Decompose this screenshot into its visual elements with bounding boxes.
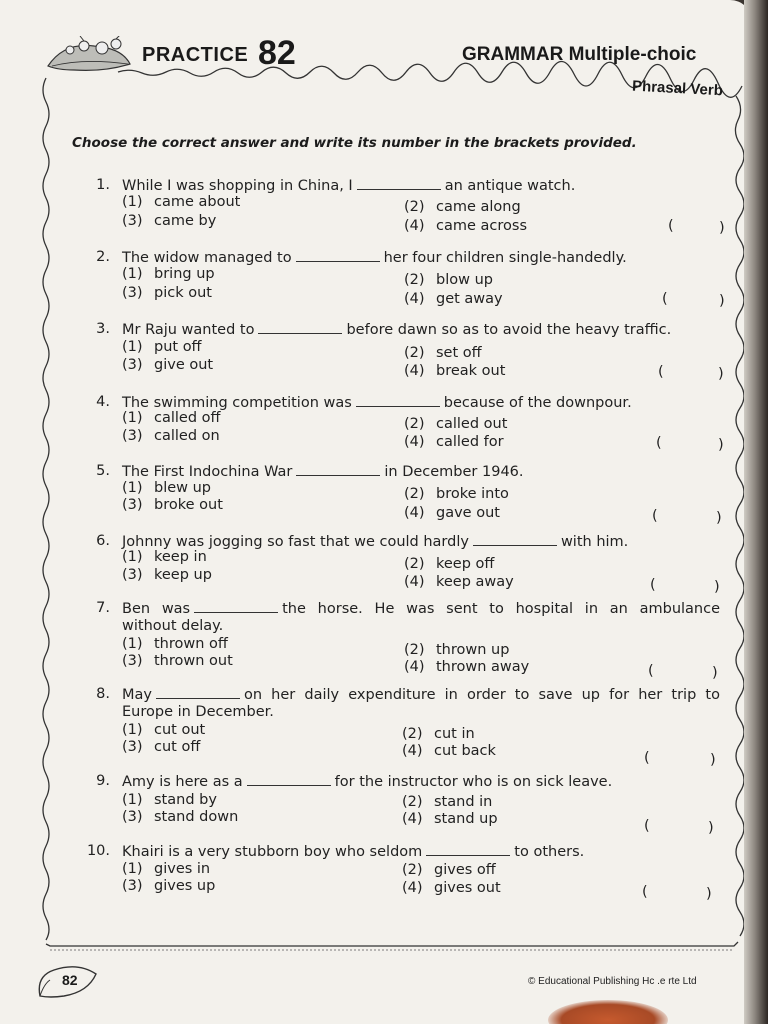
option-text: blew up: [154, 480, 212, 496]
option-number: (1): [122, 480, 143, 496]
answer-bracket-open[interactable]: (: [644, 818, 650, 834]
option-text: thrown away: [436, 659, 530, 675]
ant-leaf-logo-icon: [44, 36, 134, 76]
option-text: get away: [436, 291, 503, 307]
question-stem: [122, 463, 722, 481]
option-text: broke into: [436, 486, 509, 502]
option-number: (4): [404, 574, 425, 590]
option-text: gave out: [436, 505, 500, 521]
option-number: (3): [122, 878, 143, 894]
answer-bracket-close[interactable]: ): [706, 886, 712, 902]
option-number: (2): [404, 199, 425, 215]
option-number: (2): [404, 272, 425, 288]
option-number: (3): [122, 357, 143, 373]
answer-blank[interactable]: [247, 773, 331, 786]
option-number: (3): [122, 739, 143, 755]
question-text-after: on her daily expenditure in order to save up for her trip to: [243, 687, 720, 703]
answer-bracket-open[interactable]: (: [650, 577, 656, 593]
answer-bracket-close[interactable]: ): [718, 437, 724, 453]
answer-option: [404, 556, 494, 572]
option-number: (4): [404, 218, 425, 234]
option-number: (2): [404, 556, 425, 572]
answer-option: [122, 653, 233, 669]
option-number: (1): [122, 861, 143, 877]
option-number: (4): [402, 743, 423, 759]
page-number: 82: [62, 972, 78, 988]
question-text-before: The First Indochina War: [122, 464, 293, 480]
option-number: (1): [122, 636, 143, 652]
question-text-before: The widow managed to: [122, 250, 292, 266]
question-number: 8.: [96, 686, 110, 702]
practice-label: PRACTICE: [142, 44, 249, 66]
answer-option: [404, 574, 514, 590]
option-number: (4): [404, 505, 425, 521]
option-number: (4): [404, 363, 425, 379]
question-text-before: Amy is here as a: [122, 774, 243, 790]
answer-bracket-close[interactable]: ): [714, 579, 720, 595]
option-text: broke out: [154, 497, 223, 513]
answer-bracket-open[interactable]: (: [656, 435, 662, 451]
question-number: 1.: [96, 177, 110, 193]
option-text: called off: [154, 410, 221, 426]
question-number: 5.: [96, 463, 110, 479]
answer-bracket-close[interactable]: ): [712, 665, 718, 681]
question-stem: [122, 773, 722, 791]
answer-option: [122, 428, 220, 444]
question-number: 10.: [86, 843, 110, 859]
answer-bracket-close[interactable]: ): [716, 510, 722, 526]
answer-option: [122, 497, 223, 513]
answer-bracket-open[interactable]: (: [648, 663, 654, 679]
option-text: gives out: [434, 880, 501, 896]
option-number: (4): [404, 291, 425, 307]
answer-option: [402, 811, 498, 827]
question-stem: [122, 533, 722, 551]
answer-bracket-close[interactable]: ): [719, 293, 725, 309]
option-text: keep off: [436, 556, 495, 572]
answer-option: [122, 792, 217, 808]
answer-option: [402, 880, 501, 896]
option-number: (4): [402, 880, 423, 896]
answer-bracket-close[interactable]: ): [708, 820, 714, 836]
answer-option: [404, 291, 503, 307]
answer-option: [122, 266, 215, 282]
answer-blank[interactable]: [258, 321, 342, 334]
option-number: (2): [404, 486, 425, 502]
option-text: thrown up: [436, 642, 510, 658]
question-stem: [122, 321, 722, 339]
answer-option: [122, 567, 212, 583]
option-number: (3): [122, 285, 143, 301]
option-number: (1): [122, 339, 143, 355]
answer-option: [404, 434, 504, 450]
answer-option: [402, 743, 496, 759]
answer-option: [404, 363, 505, 379]
option-text: stand down: [154, 809, 239, 825]
option-number: (2): [404, 416, 425, 432]
answer-blank[interactable]: [426, 843, 510, 856]
question-text-before: Ben was: [122, 601, 191, 617]
answer-option: [402, 794, 492, 810]
question-text-before: Khairi is a very stubborn boy who seldom: [122, 844, 423, 860]
option-number: (1): [122, 194, 143, 210]
answer-bracket-open[interactable]: (: [642, 884, 648, 900]
question-number: 3.: [96, 321, 110, 337]
answer-option: [122, 722, 205, 738]
answer-blank[interactable]: [357, 177, 441, 190]
answer-option: [402, 862, 496, 878]
answer-blank[interactable]: [194, 600, 278, 613]
answer-option: [122, 339, 202, 355]
option-text: cut back: [434, 743, 496, 759]
option-number: (1): [122, 410, 143, 426]
option-number: (4): [404, 659, 425, 675]
answer-option: [122, 861, 210, 877]
instructions: Choose the correct answer and write its number in the brackets provided.: [72, 135, 637, 151]
answer-option: [404, 642, 509, 658]
question-text-before: Mr Raju wanted to: [122, 322, 255, 338]
option-number: (3): [122, 653, 143, 669]
answer-bracket-close[interactable]: ): [718, 366, 724, 382]
option-text: thrown out: [154, 653, 233, 669]
answer-blank[interactable]: [473, 533, 557, 546]
option-text: keep up: [154, 567, 212, 583]
answer-bracket-open[interactable]: (: [662, 291, 668, 307]
section-title: GRAMMAR Multiple-choic: [462, 44, 697, 65]
answer-option: [122, 636, 228, 652]
option-text: called on: [154, 428, 220, 444]
answer-blank[interactable]: [156, 686, 240, 699]
option-text: called for: [436, 434, 504, 450]
answer-option: [404, 199, 521, 215]
question-text-before: The swimming competition was: [122, 395, 352, 411]
option-text: gives up: [154, 878, 216, 894]
answer-bracket-close[interactable]: ): [719, 220, 725, 236]
option-text: cut off: [154, 739, 201, 755]
option-text: cut in: [434, 726, 475, 742]
question-stem: [122, 600, 722, 635]
option-number: (3): [122, 428, 143, 444]
answer-bracket-close[interactable]: ): [710, 752, 716, 768]
question-text-after: for the instructor who is on sick leave.: [334, 774, 613, 790]
option-number: (2): [404, 345, 425, 361]
option-text: break out: [436, 363, 506, 379]
option-number: (1): [122, 549, 143, 565]
option-number: (1): [122, 266, 143, 282]
option-text: blow up: [436, 272, 493, 288]
answer-option: [122, 739, 200, 755]
answer-option: [122, 809, 238, 825]
question-number: 7.: [96, 600, 110, 616]
answer-option: [122, 213, 216, 229]
option-number: (3): [122, 213, 143, 229]
question-text-after: to others.: [514, 844, 585, 860]
answer-bracket-open[interactable]: (: [652, 508, 658, 524]
question-number: 6.: [96, 533, 110, 549]
answer-blank[interactable]: [296, 249, 380, 262]
option-text: stand in: [434, 794, 493, 810]
answer-option: [404, 345, 482, 361]
question-number: 2.: [96, 249, 110, 265]
question-stem: [122, 686, 722, 721]
option-number: (4): [402, 811, 423, 827]
option-text: cut out: [154, 722, 206, 738]
answer-option: [122, 357, 213, 373]
option-text: gives in: [154, 861, 211, 877]
option-number: (2): [402, 726, 423, 742]
answer-option: [122, 285, 212, 301]
question-text-before: Johnny was jogging so fast that we could hardly: [122, 534, 469, 550]
question-text-before: May: [122, 687, 152, 703]
answer-option: [122, 549, 207, 565]
option-number: (2): [402, 794, 423, 810]
option-text: set off: [436, 345, 482, 361]
option-number: (2): [404, 642, 425, 658]
option-text: bring up: [154, 266, 215, 282]
answer-option: [404, 218, 527, 234]
answer-option: [404, 272, 493, 288]
question-text-after: before dawn so as to avoid the heavy traffic.: [346, 322, 672, 338]
option-text: pick out: [154, 285, 212, 301]
question-number: 9.: [96, 773, 110, 789]
option-number: (3): [122, 567, 143, 583]
question-stem: [122, 843, 722, 861]
answer-option: [404, 416, 507, 432]
option-text: keep in: [154, 549, 207, 565]
answer-option: [122, 878, 215, 894]
copyright-notice: © Educational Publishing Hc .e rte Ltd: [528, 976, 697, 987]
option-text: called out: [436, 416, 508, 432]
question-text-before: While I was shopping in China, I: [122, 178, 353, 194]
question-text-after: the horse. He was sent to hospital in an ambulance: [282, 601, 721, 617]
practice-number: 82: [258, 34, 296, 72]
answer-option: [404, 486, 509, 502]
answer-bracket-open[interactable]: (: [644, 750, 650, 766]
answer-option: [404, 659, 529, 675]
option-text: keep away: [436, 574, 514, 590]
option-text: put off: [154, 339, 202, 355]
question-stem: [122, 177, 722, 195]
answer-bracket-open[interactable]: (: [668, 218, 674, 234]
answer-option: [122, 410, 221, 426]
answer-blank[interactable]: [296, 463, 380, 476]
question-number: 4.: [96, 394, 110, 410]
question-text-continued: without delay.: [122, 618, 224, 634]
question-text-after: because of the downpour.: [443, 395, 632, 411]
question-text-after: in December 1946.: [384, 464, 524, 480]
option-text: gives off: [434, 862, 496, 878]
option-text: thrown off: [154, 636, 228, 652]
option-number: (3): [122, 497, 143, 513]
question-stem: [122, 249, 722, 267]
answer-option: [402, 726, 475, 742]
book-spine-shadow: [744, 0, 768, 1024]
option-text: came along: [436, 199, 521, 215]
question-text-after: an antique watch.: [444, 178, 576, 194]
answer-option: [122, 194, 240, 210]
option-number: (1): [122, 792, 143, 808]
option-number: (2): [402, 862, 423, 878]
option-text: stand up: [434, 811, 498, 827]
answer-option: [404, 505, 500, 521]
question-text-after: with him.: [560, 534, 629, 550]
option-text: give out: [154, 357, 214, 373]
answer-bracket-open[interactable]: (: [658, 364, 664, 380]
option-text: came across: [436, 218, 527, 234]
option-number: (4): [404, 434, 425, 450]
option-text: came by: [154, 213, 217, 229]
subtopic-title: Phrasal Verb: [631, 77, 724, 100]
option-text: stand by: [154, 792, 217, 808]
question-text-continued: Europe in December.: [122, 704, 274, 720]
option-text: came about: [154, 194, 241, 210]
answer-blank[interactable]: [356, 394, 440, 407]
option-number: (3): [122, 809, 143, 825]
question-text-after: her four children single-handedly.: [383, 250, 627, 266]
answer-option: [122, 480, 211, 496]
option-number: (1): [122, 722, 143, 738]
